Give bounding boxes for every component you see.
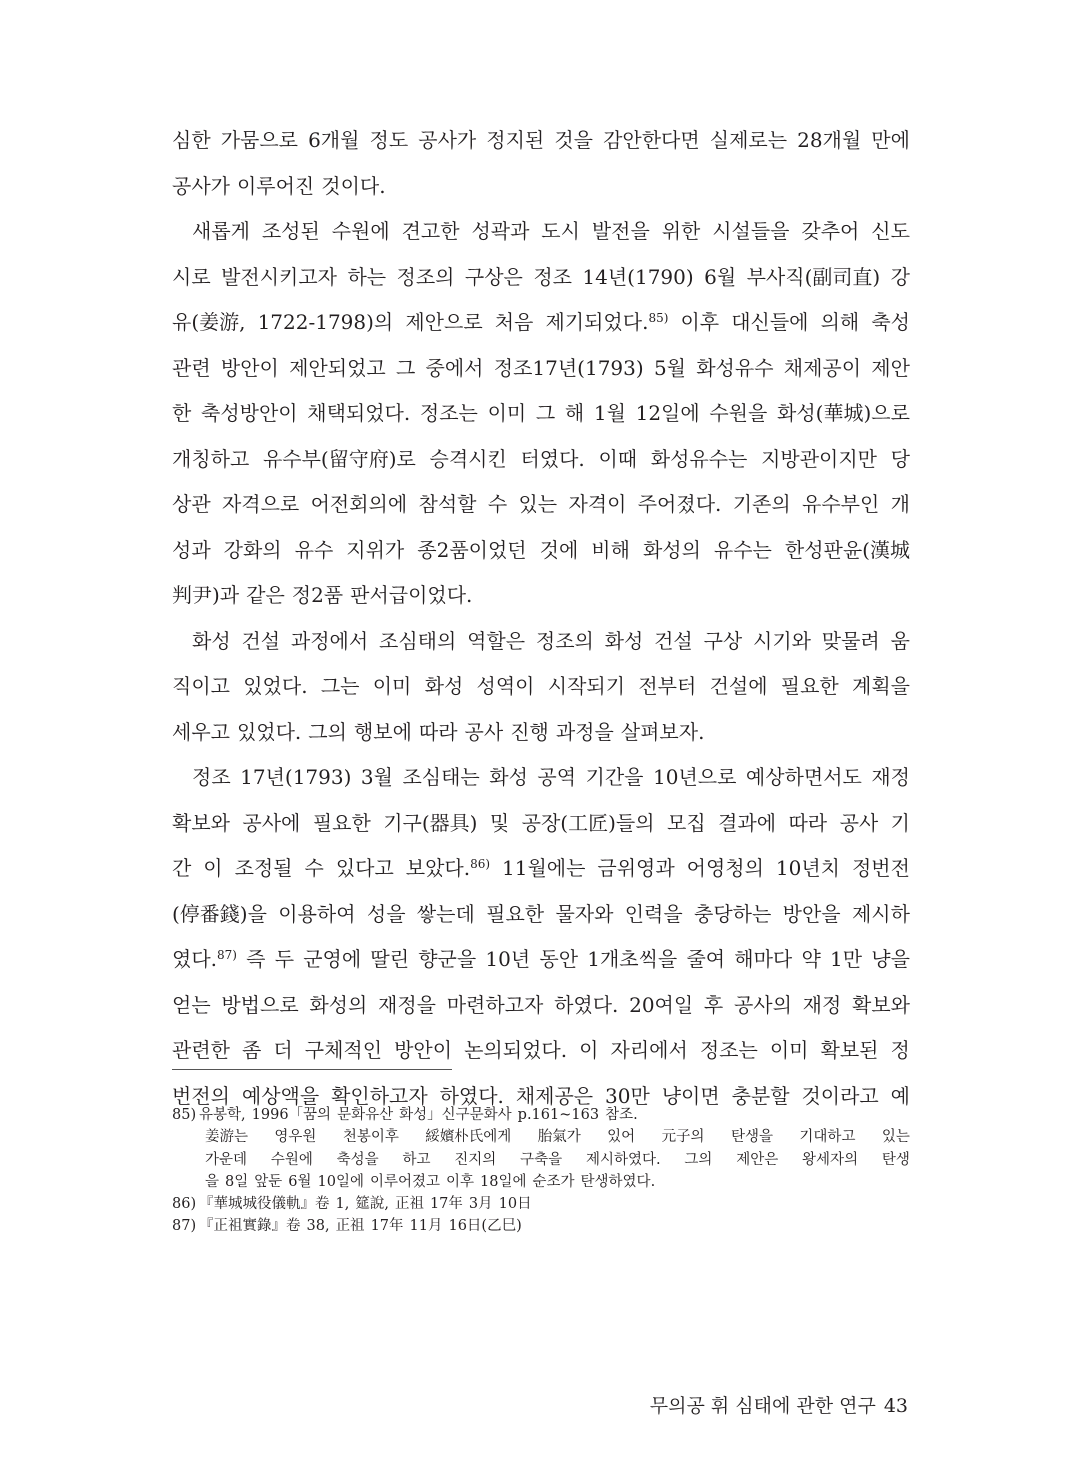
body-text [172, 118, 910, 1119]
footnote-number: 87) [172, 1218, 197, 1235]
text-line: 정조 17년(1793) 3월 조심태는 화성 공역 기간을 10년으로 예상하면서도 재정 [192, 765, 910, 789]
footnote-86 [172, 1193, 910, 1215]
text-line: 관련한 좀 더 구체적인 방안이 논의되었다. 이 자리에서 정조는 이미 확보된 정 [172, 1038, 910, 1062]
text-line: 관련 방안이 제안되었고 그 중에서 정조17년(1793) 5월 화성유수 채제공이 제안 [172, 355, 910, 380]
text-line: 심한 가뭄으로 6개월 정도 공사가 정지된 것을 감안한다면 실제로는 28개월 만에 [172, 128, 910, 152]
text-line: 새롭게 조성된 수원에 견고한 성곽과 도시 발전을 위한 시설들을 갖추어 신도 [192, 219, 910, 243]
footnote-87 [172, 1215, 910, 1237]
text-line: 한 축성방안이 채택되었다. 정조는 이미 그 해 1월 12일에 수원을 화성(華城)으로 [172, 401, 910, 425]
footnote-text: 유봉학, 1996「꿈의 문화유산 화성」신구문화사 p.161~163 참조. [199, 1107, 638, 1123]
footnote-text: 姜游는 영우원 천봉이후 綏嬪朴氏에게 胎氣가 있어 元子의 탄생을 기대하고 있는 [205, 1129, 910, 1146]
text-line: 화성 건설 과정에서 조심태의 역할은 정조의 화성 건설 구상 시기와 맞물려 움 [192, 628, 910, 653]
footnotes [172, 1104, 910, 1238]
text-line: 확보와 공사에 필요한 기구(器具) 및 공장(工匠)들의 모집 결과에 따라 공사 기 [172, 810, 910, 835]
footnote-number: 86) [172, 1196, 197, 1213]
footnote-text: 을 8일 앞둔 6월 10일에 이루어졌고 이후 18일에 순조가 탄생하였다. [205, 1173, 656, 1190]
footnote-85-cont [172, 1126, 910, 1148]
text-line: (停番錢)을 이용하여 성을 쌓는데 필요한 물자와 인력을 충당하는 방안을 제시하 [172, 901, 910, 926]
footnote-85-cont [172, 1171, 910, 1193]
text-line: 였다.$^{87)}$ 즉 두 군영에 딸린 향군을 10년 동안 1개초씩을 줄여 해마다 약 1만 냥을 [172, 947, 910, 971]
footnote-text: 가운데 수원에 축성을 하고 진지의 구축을 제시하였다. 그의 제안은 왕세자의 탄생 [205, 1151, 910, 1168]
footnote-text: 『正祖實錄』卷 38, 正祖 17年 11月 16日(乙巳) [199, 1218, 522, 1235]
text-line: 직이고 있었다. 그는 이미 화성 성역이 시작되기 전부터 건설에 필요한 계획을 [172, 674, 910, 698]
text-line: 간 이 조정될 수 있다고 보았다.$^{86)}$ 11월에는 금위영과 어영청의 10년치 정번전 [172, 856, 910, 880]
text-line: 判尹)과 같은 정2품 판서급이었다. [172, 583, 473, 607]
text-line: 시로 발전시키고자 하는 정조의 구상은 정조 14년(1790) 6월 부사직(副司直) 강 [172, 264, 910, 289]
text-line: 공사가 이루어진 것이다. [172, 173, 386, 198]
text-line: 유(姜游, 1722-1798)의 제안으로 처음 제기되었다.$^{85)}$ 이후 대신들에 의해 축성 [172, 310, 910, 334]
text-line: 세우고 있었다. 그의 행보에 따라 공사 진행 과정을 살펴보자. [172, 719, 705, 744]
text-line: 개칭하고 유수부(留守府)로 승격시킨 터였다. 이때 화성유수는 지방관이지만 당 [172, 446, 910, 471]
footnote-divider [172, 1069, 452, 1070]
text-line: 성과 강화의 유수 지위가 종2품이었던 것에 비해 화성의 유수는 한성판윤(漢城 [172, 537, 910, 562]
running-title: 무의공 휘 심태에 관한 연구 [649, 1395, 876, 1417]
page-number: 43 [883, 1395, 908, 1417]
footnote-number: 85) [172, 1107, 197, 1123]
page-footer [650, 1391, 908, 1418]
footnote-85 [172, 1104, 910, 1126]
footnote-text: 『華城城役儀軌』卷 1, 筵說, 正祖 17年 3月 10日 [199, 1196, 532, 1213]
text-line: 상관 자격으로 어전회의에 참석할 수 있는 자격이 주어졌다. 기존의 유수부인 개 [172, 492, 910, 516]
text-line: 얻는 방법으로 화성의 재정을 마련하고자 하였다. 20여일 후 공사의 재정 확보와 [172, 992, 910, 1017]
text-line: 번전의 예상액을 확인하고자 하였다. 채제공은 30만 냥이면 충분할 것이라고 예 [172, 1083, 910, 1108]
footnote-85-cont [172, 1149, 910, 1171]
